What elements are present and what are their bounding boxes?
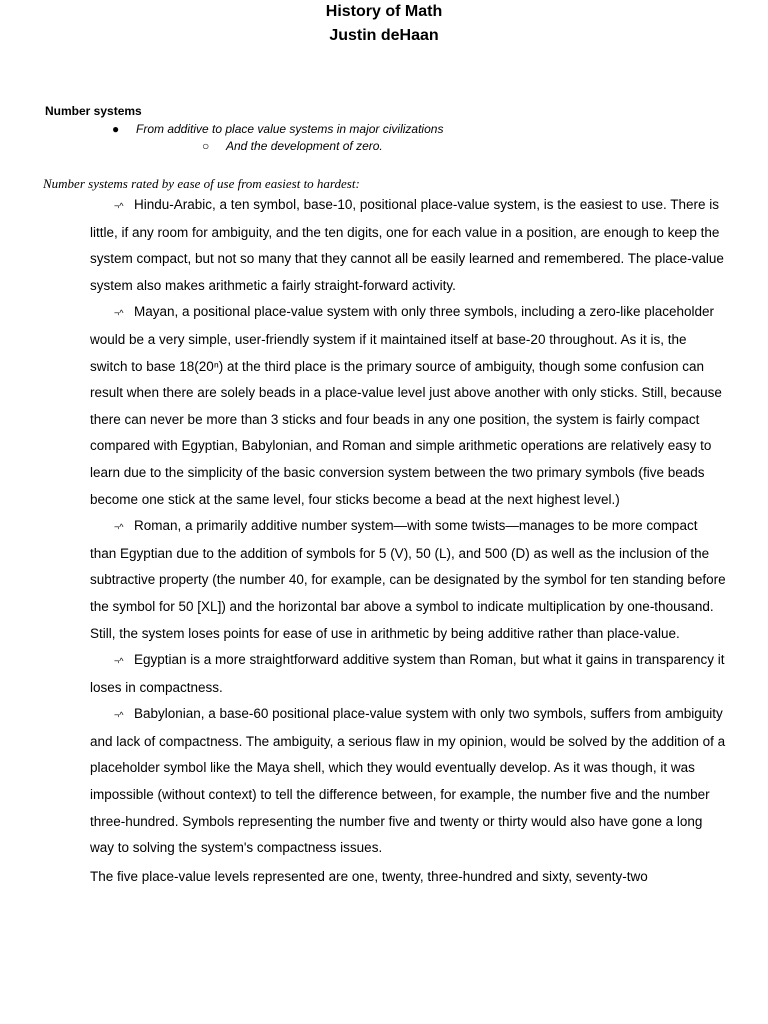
entry-text: Roman, a primarily additive number system—with some twists—manages to be more compact than Egyptian due to the addition of symbols for 5 (V), 50 (L), and 500 (D) as well as the inclusion of the subtractive property (the number 40, for example, can be designated by the symbol for ten standing before the symbol for 50 [XL]) and the horizontal bar above a symbol to indicate multiplication by one-thousand. Still, the system loses points for ease of use in arithmetic by being additive rather than place-value. (90, 518, 726, 641)
list-item (90, 701, 726, 862)
list-marker-icon: ¬^ (114, 656, 124, 667)
entry-text: Egyptian is a more straightforward additive system than Roman, but what it gains in transparency it loses in compactness. (90, 652, 725, 695)
bullet-circle-icon: ○ (202, 139, 210, 153)
list-marker-icon: ¬^ (114, 710, 124, 721)
list-marker-icon: ¬^ (114, 201, 124, 211)
list-item (90, 647, 726, 701)
bullet-text: From additive to place value systems in major civilizations (136, 122, 444, 136)
ranked-list (90, 192, 726, 890)
bullet-dot-icon: ● (112, 122, 120, 136)
closing-paragraph: The five place-value levels represented are one, twenty, three-hundred and sixty, seventy-two (90, 868, 648, 884)
list-marker-icon: ¬^ (114, 308, 124, 319)
document-author: Justin deHaan (329, 27, 439, 44)
intro-text: Number systems rated by ease of use from easiest to hardest: (43, 176, 360, 191)
entry-text: Mayan, a positional place-value system with only three symbols, including a zero-like placeholder would be a very simple, user-friendly system if it maintained itself at base-20 throughout. As it is, the switch to base 18(20ⁿ) at the third place is the primary source of ambiguity, though some confusion can result when there are solely beads in a place-value level just above another with only sticks. Still, because there can never be more than 3 sticks and four beads in any one position, the system is fairly compact compared with Egyptian, Babylonian, and Roman and simple arithmetic operations are relatively easy to learn due to the simplicity of the basic conversion system between the two primary symbols (five beads become one stick at the same level, four sticks become a bead at the next highest level.) (90, 304, 722, 507)
sub-bullet-text: And the development of zero. (226, 139, 383, 153)
document-title: History of Math (325, 3, 443, 20)
list-item (90, 299, 726, 513)
sub-bullet-item (202, 138, 383, 154)
list-item (90, 192, 726, 299)
entry-text: Babylonian, a base-60 positional place-value system with only two symbols, suffers from ambiguity and lack of compactness. The ambiguity, a serious flaw in my opinion, would be solved by the addition of a placeholder symbol like the Maya shell, which they would eventually develop. As it was though, it was impossible (without context) to tell the difference between, for example, the number five and the number three-hundred. Symbols representing the number five and twenty or thirty would also have gone a long way to solving the system's compactness issues. (90, 706, 726, 856)
list-marker-icon: ¬^ (114, 522, 124, 533)
document-header (0, 0, 768, 48)
bullet-item (112, 121, 443, 137)
list-item (90, 513, 726, 647)
entry-text: Hindu-Arabic, a ten symbol, base-10, positional place-value system, is the easiest to use. There is little, if any room for ambiguity, and the ten digits, one for each value in a position, are enough to keep the system compact, but not so many that they cannot all be easily learned and remembered. The place-value system also makes arithmetic a fairly straight-forward activity. (90, 197, 724, 293)
section-heading: Number systems (45, 104, 142, 118)
